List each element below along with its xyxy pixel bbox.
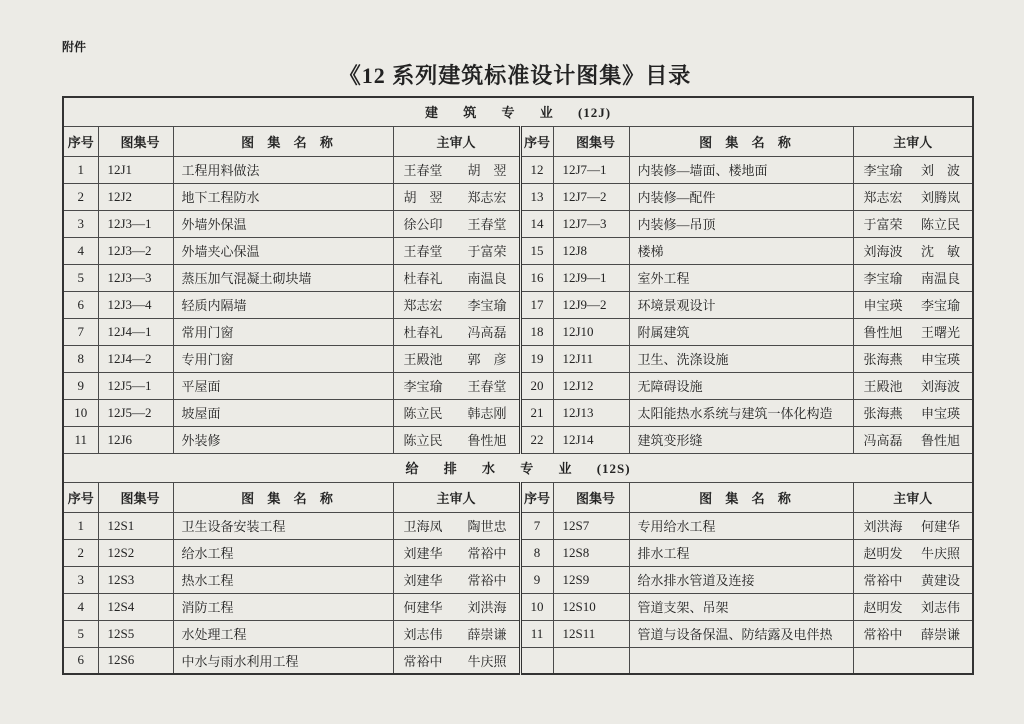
- table-row: [63, 426, 973, 453]
- reviewer-name: 常裕中: [467, 546, 507, 561]
- atlas-code: 12J3—4: [98, 291, 173, 318]
- reviewer-pair: [854, 187, 973, 206]
- atlas-code: 12S9: [553, 566, 629, 593]
- reviewer-name: 赵明发: [863, 600, 903, 615]
- atlas-code: 12J4—1: [98, 318, 173, 345]
- table-row: [63, 291, 973, 318]
- row-number: 21: [520, 399, 553, 426]
- reviewers-cell: [393, 264, 520, 291]
- column-header-no: 序号: [520, 482, 553, 512]
- reviewers-cell: [393, 237, 520, 264]
- reviewer-name: 王春堂: [403, 163, 443, 178]
- reviewer-name: 刘洪海: [863, 519, 903, 534]
- reviewer-pair: [854, 516, 973, 535]
- reviewer-name: 陈立民: [403, 406, 443, 421]
- atlas-code: 12J3—1: [98, 210, 173, 237]
- reviewer-name: 刘志伟: [921, 600, 961, 615]
- reviewers-cell: [853, 156, 973, 183]
- reviewer-name: 刘洪海: [467, 600, 507, 615]
- reviewers-cell: [853, 426, 973, 453]
- column-header-no: 序号: [63, 482, 98, 512]
- table-row: [63, 264, 973, 291]
- atlas-code: 12J7—1: [553, 156, 629, 183]
- reviewer-pair: [394, 651, 519, 670]
- reviewers-cell: [853, 593, 973, 620]
- reviewer-pair: [854, 295, 973, 314]
- reviewer-name: 陈立民: [403, 433, 443, 448]
- reviewer-pair: [394, 430, 519, 449]
- reviewer-name: 王春堂: [403, 244, 443, 259]
- reviewer-name: 申宝瑛: [863, 298, 903, 313]
- reviewer-pair: [854, 543, 973, 562]
- row-number: 1: [63, 512, 98, 539]
- row-number: 6: [63, 291, 98, 318]
- atlas-code: 12J10: [553, 318, 629, 345]
- reviewer-pair: [854, 160, 973, 179]
- row-number: 20: [520, 372, 553, 399]
- table-row: [63, 237, 973, 264]
- atlas-name: 坡屋面: [173, 399, 393, 426]
- reviewers-cell: [853, 372, 973, 399]
- table-row: [63, 512, 973, 539]
- row-number: 6: [63, 647, 98, 674]
- reviewer-name: 王春堂: [467, 379, 507, 394]
- atlas-name: 卫生、洗涤设施: [629, 345, 853, 372]
- reviewers-cell: [393, 318, 520, 345]
- reviewer-name: 冯高磊: [467, 325, 507, 340]
- reviewer-pair: [854, 430, 973, 449]
- column-header-row: [63, 126, 973, 156]
- table-row: [63, 647, 973, 674]
- reviewer-name: 赵明发: [863, 546, 903, 561]
- table-row: [63, 210, 973, 237]
- row-number: 2: [63, 539, 98, 566]
- reviewer-name: 常裕中: [863, 627, 903, 642]
- row-number: [520, 647, 553, 674]
- atlas-name: 附属建筑: [629, 318, 853, 345]
- row-number: 8: [63, 345, 98, 372]
- row-number: 17: [520, 291, 553, 318]
- atlas-code: 12J5—1: [98, 372, 173, 399]
- atlas-name: 水处理工程: [173, 620, 393, 647]
- atlas-name: 管道支架、吊架: [629, 593, 853, 620]
- row-number: 7: [520, 512, 553, 539]
- table-row: [63, 620, 973, 647]
- reviewer-name: 鲁性旭: [863, 325, 903, 340]
- reviewer-name: 胡 翌: [467, 163, 507, 178]
- reviewers-cell: [853, 647, 973, 674]
- atlas-code: 12S6: [98, 647, 173, 674]
- column-header-row: [63, 482, 973, 512]
- atlas-name: 太阳能热水系统与建筑一体化构造: [629, 399, 853, 426]
- reviewer-pair: [394, 624, 519, 643]
- reviewer-name: 于富荣: [467, 244, 507, 259]
- reviewer-pair: [394, 160, 519, 179]
- column-header-name: 图 集 名 称: [629, 482, 853, 512]
- reviewer-name: 李宝瑜: [921, 298, 961, 313]
- atlas-name: 轻质内隔墙: [173, 291, 393, 318]
- reviewers-cell: [393, 372, 520, 399]
- atlas-name: 地下工程防水: [173, 183, 393, 210]
- reviewers-cell: [393, 291, 520, 318]
- row-number: 1: [63, 156, 98, 183]
- row-number: 4: [63, 593, 98, 620]
- column-header-code: 图集号: [553, 126, 629, 156]
- reviewers-cell: [393, 620, 520, 647]
- reviewer-pair: [394, 403, 519, 422]
- reviewers-cell: [853, 620, 973, 647]
- atlas-code: 12J9—2: [553, 291, 629, 318]
- atlas-name: 蒸压加气混凝土砌块墙: [173, 264, 393, 291]
- row-number: 9: [63, 372, 98, 399]
- atlas-name: 消防工程: [173, 593, 393, 620]
- column-header-name: 图 集 名 称: [173, 482, 393, 512]
- atlas-name: 内装修—吊顶: [629, 210, 853, 237]
- atlas-code: 12J14: [553, 426, 629, 453]
- row-number: 15: [520, 237, 553, 264]
- row-number: 2: [63, 183, 98, 210]
- atlas-name: 建筑变形缝: [629, 426, 853, 453]
- column-header-name: 图 集 名 称: [173, 126, 393, 156]
- atlas-code: 12J9—1: [553, 264, 629, 291]
- reviewer-pair: [854, 322, 973, 341]
- reviewer-pair: [394, 214, 519, 233]
- reviewers-cell: [393, 647, 520, 674]
- atlas-name: 卫生设备安装工程: [173, 512, 393, 539]
- reviewer-name: 南温良: [921, 271, 961, 286]
- atlas-code: [553, 647, 629, 674]
- reviewers-cell: [853, 318, 973, 345]
- reviewer-name: 冯高磊: [863, 433, 903, 448]
- reviewer-name: 刘建华: [403, 573, 443, 588]
- atlas-name: 常用门窗: [173, 318, 393, 345]
- atlas-code: 12J7—3: [553, 210, 629, 237]
- reviewer-name: 常裕中: [863, 573, 903, 588]
- reviewer-name: 王殿池: [863, 379, 903, 394]
- reviewers-cell: [853, 345, 973, 372]
- reviewers-cell: [853, 539, 973, 566]
- reviewer-pair: [394, 570, 519, 589]
- row-number: 7: [63, 318, 98, 345]
- reviewer-name: 陈立民: [921, 217, 961, 232]
- atlas-name: [629, 647, 853, 674]
- table-row: [63, 593, 973, 620]
- reviewer-name: 郑志宏: [403, 298, 443, 313]
- row-number: 18: [520, 318, 553, 345]
- row-number: 12: [520, 156, 553, 183]
- reviewer-name: 陶世忠: [467, 519, 507, 534]
- atlas-code: 12J6: [98, 426, 173, 453]
- atlas-name: 环境景观设计: [629, 291, 853, 318]
- atlas-name: 外装修: [173, 426, 393, 453]
- atlas-code: 12S8: [553, 539, 629, 566]
- row-number: 3: [63, 566, 98, 593]
- reviewers-cell: [393, 399, 520, 426]
- row-number: 22: [520, 426, 553, 453]
- reviewer-name: 王殿池: [403, 352, 443, 367]
- reviewer-pair: [854, 624, 973, 643]
- section-heading-row: [63, 97, 973, 126]
- atlas-name: 外墙夹心保温: [173, 237, 393, 264]
- column-header-code: 图集号: [98, 126, 173, 156]
- reviewer-name: 黄建设: [921, 573, 961, 588]
- reviewer-name: 刘海波: [863, 244, 903, 259]
- column-header-reviewers: 主审人: [853, 482, 973, 512]
- reviewer-name: 张海燕: [863, 406, 903, 421]
- atlas-name: 专用给水工程: [629, 512, 853, 539]
- column-header-reviewers: 主审人: [393, 126, 520, 156]
- atlas-code: 12S10: [553, 593, 629, 620]
- reviewer-pair: [394, 187, 519, 206]
- atlas-name: 平屋面: [173, 372, 393, 399]
- row-number: 14: [520, 210, 553, 237]
- reviewer-name: 徐公印: [403, 217, 443, 232]
- reviewer-name: 南温良: [467, 271, 507, 286]
- reviewer-pair: [854, 349, 973, 368]
- reviewer-pair: [854, 376, 973, 395]
- table-row: [63, 399, 973, 426]
- reviewer-name: 王曙光: [921, 325, 961, 340]
- row-number: 5: [63, 264, 98, 291]
- atlas-code: 12S7: [553, 512, 629, 539]
- reviewer-name: 王春堂: [467, 217, 507, 232]
- atlas-code: 12S2: [98, 539, 173, 566]
- reviewer-name: 李宝瑜: [863, 163, 903, 178]
- reviewers-cell: [853, 512, 973, 539]
- atlas-name: 专用门窗: [173, 345, 393, 372]
- reviewers-cell: [853, 566, 973, 593]
- row-number: 8: [520, 539, 553, 566]
- table-row: [63, 318, 973, 345]
- atlas-code: 12S1: [98, 512, 173, 539]
- column-header-reviewers: 主审人: [853, 126, 973, 156]
- table-row: [63, 539, 973, 566]
- atlas-name: 内装修—墙面、楼地面: [629, 156, 853, 183]
- reviewers-cell: [393, 512, 520, 539]
- reviewers-cell: [853, 183, 973, 210]
- reviewers-cell: [853, 399, 973, 426]
- column-header-code: 图集号: [553, 482, 629, 512]
- reviewers-cell: [393, 345, 520, 372]
- column-header-name: 图 集 名 称: [629, 126, 853, 156]
- reviewer-name: 李宝瑜: [403, 379, 443, 394]
- row-number: 10: [520, 593, 553, 620]
- reviewer-name: 何建华: [403, 600, 443, 615]
- reviewer-name: 韩志刚: [467, 406, 507, 421]
- reviewer-pair: [394, 597, 519, 616]
- section-heading: 给 排 水 专 业 (12S): [63, 453, 973, 482]
- atlas-code: 12J13: [553, 399, 629, 426]
- atlas-name: 外墙外保温: [173, 210, 393, 237]
- reviewer-name: 刘志伟: [403, 627, 443, 642]
- atlas-name: 无障碍设施: [629, 372, 853, 399]
- reviewer-name: 杜春礼: [403, 325, 443, 340]
- atlas-code: 12J8: [553, 237, 629, 264]
- row-number: 11: [520, 620, 553, 647]
- row-number: 13: [520, 183, 553, 210]
- reviewer-name: 郑志宏: [863, 190, 903, 205]
- reviewer-name: 鲁性旭: [921, 433, 961, 448]
- table-row: [63, 372, 973, 399]
- atlas-code: 12S4: [98, 593, 173, 620]
- reviewers-cell: [853, 210, 973, 237]
- reviewer-pair: [394, 543, 519, 562]
- atlas-name: 排水工程: [629, 539, 853, 566]
- reviewer-name: 李宝瑜: [863, 271, 903, 286]
- reviewer-name: 沈 敏: [921, 244, 961, 259]
- reviewer-pair: [394, 349, 519, 368]
- reviewer-name: 卫海凤: [403, 519, 443, 534]
- reviewer-pair: [854, 214, 973, 233]
- atlas-name: 给水工程: [173, 539, 393, 566]
- reviewer-pair: [394, 268, 519, 287]
- atlas-code: 12S3: [98, 566, 173, 593]
- reviewer-name: 李宝瑜: [467, 298, 507, 313]
- reviewer-name: 张海燕: [863, 352, 903, 367]
- reviewers-cell: [393, 566, 520, 593]
- reviewers-cell: [853, 237, 973, 264]
- reviewer-name: 申宝瑛: [921, 352, 961, 367]
- row-number: 5: [63, 620, 98, 647]
- reviewer-name: 刘建华: [403, 546, 443, 561]
- table-row: [63, 345, 973, 372]
- reviewer-name: 常裕中: [403, 653, 443, 669]
- reviewer-name: 郭 彦: [467, 352, 507, 367]
- reviewers-cell: [393, 156, 520, 183]
- atlas-code: 12J12: [553, 372, 629, 399]
- reviewer-name: 薛崇谦: [467, 627, 507, 642]
- row-number: 3: [63, 210, 98, 237]
- atlas-code: 12J7—2: [553, 183, 629, 210]
- reviewers-cell: [393, 539, 520, 566]
- reviewers-cell: [853, 264, 973, 291]
- reviewer-pair: [854, 597, 973, 616]
- atlas-code: 12J1: [98, 156, 173, 183]
- reviewer-name: 于富荣: [863, 217, 903, 232]
- reviewer-name: 胡 翌: [403, 190, 443, 205]
- atlas-name: 管道与设备保温、防结露及电伴热: [629, 620, 853, 647]
- atlas-name: 楼梯: [629, 237, 853, 264]
- atlas-code: 12S11: [553, 620, 629, 647]
- reviewer-pair: [394, 376, 519, 395]
- reviewer-name: 刘腾岚: [921, 190, 961, 205]
- row-number: 10: [63, 399, 98, 426]
- atlas-name: 室外工程: [629, 264, 853, 291]
- reviewer-pair: [854, 268, 973, 287]
- reviewer-name: 郑志宏: [467, 190, 507, 205]
- reviewers-cell: [393, 426, 520, 453]
- reviewer-pair: [394, 322, 519, 341]
- atlas-name: 内装修—配件: [629, 183, 853, 210]
- page-title: 《12 系列建筑标准设计图集》目录: [338, 63, 692, 88]
- reviewer-pair: [854, 241, 973, 260]
- section-heading: 建 筑 专 业 (12J): [63, 97, 973, 126]
- row-number: 9: [520, 566, 553, 593]
- row-number: 16: [520, 264, 553, 291]
- atlas-code: 12J4—2: [98, 345, 173, 372]
- reviewer-name: 常裕中: [467, 573, 507, 588]
- reviewers-cell: [393, 210, 520, 237]
- reviewers-cell: [393, 183, 520, 210]
- reviewer-name: 牛庆照: [921, 546, 961, 561]
- catalog-table: [62, 96, 974, 675]
- atlas-code: 12J3—3: [98, 264, 173, 291]
- catalog-table-body: [63, 97, 973, 674]
- atlas-name: 热水工程: [173, 566, 393, 593]
- atlas-code: 12J5—2: [98, 399, 173, 426]
- row-number: 11: [63, 426, 98, 453]
- atlas-code: 12J2: [98, 183, 173, 210]
- reviewer-pair: [394, 241, 519, 260]
- atlas-name: 给水排水管道及连接: [629, 566, 853, 593]
- reviewer-pair: [854, 403, 973, 422]
- atlas-name: 工程用料做法: [173, 156, 393, 183]
- row-number: 19: [520, 345, 553, 372]
- reviewer-pair: [394, 295, 519, 314]
- column-header-no: 序号: [63, 126, 98, 156]
- column-header-reviewers: 主审人: [393, 482, 520, 512]
- reviewer-name: 刘 波: [921, 163, 961, 178]
- reviewers-cell: [853, 291, 973, 318]
- table-row: [63, 183, 973, 210]
- reviewer-pair: [394, 516, 519, 535]
- reviewer-name: 申宝瑛: [921, 406, 961, 421]
- reviewer-pair: [854, 570, 973, 589]
- row-number: 4: [63, 237, 98, 264]
- table-row: [63, 156, 973, 183]
- atlas-code: 12J11: [553, 345, 629, 372]
- atlas-name: 中水与雨水利用工程: [173, 647, 393, 674]
- section-heading-row: [63, 453, 973, 482]
- reviewer-name: 鲁性旭: [467, 433, 507, 448]
- attachment-label: 附件: [62, 40, 87, 54]
- atlas-code: 12J3—2: [98, 237, 173, 264]
- column-header-code: 图集号: [98, 482, 173, 512]
- reviewer-name: 薛崇谦: [921, 627, 961, 642]
- column-header-no: 序号: [520, 126, 553, 156]
- reviewers-cell: [393, 593, 520, 620]
- reviewer-name: 杜春礼: [403, 271, 443, 286]
- atlas-code: 12S5: [98, 620, 173, 647]
- reviewer-name: 牛庆照: [467, 653, 507, 669]
- reviewer-name: 何建华: [921, 519, 961, 534]
- table-row: [63, 566, 973, 593]
- reviewer-name: 刘海波: [921, 379, 961, 394]
